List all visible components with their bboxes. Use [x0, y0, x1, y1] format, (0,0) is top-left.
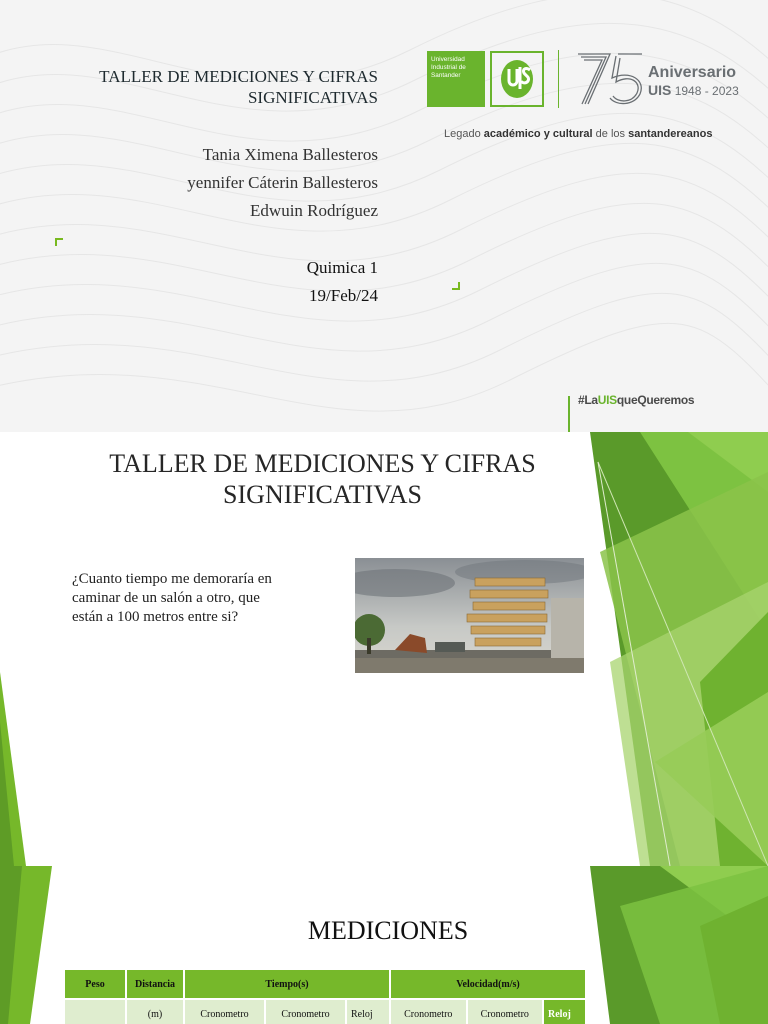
corner-mark-icon — [452, 282, 460, 290]
table-cell: Cronometro — [390, 999, 467, 1024]
seventyfive-anniversary-icon — [570, 48, 648, 110]
tagline — [444, 128, 712, 140]
title-slide — [0, 0, 768, 432]
table-header-row — [64, 969, 586, 999]
question-text: ¿Cuanto tiempo me demoraría en caminar de un salón a otro, que están a 100 metros entre si? — [72, 571, 272, 625]
slide1-title: TALLER DE MEDICIONES Y CIFRAS SIGNIFICATIVAS — [99, 67, 378, 107]
university-name-logo — [427, 51, 485, 107]
author-list — [130, 141, 378, 225]
table-header-cell: Tiempo(s) — [184, 969, 390, 999]
table-cell — [64, 999, 126, 1024]
hashtag-part: #La — [578, 393, 598, 407]
hashtag-part: UIS — [597, 393, 617, 407]
table-cell: Reloj — [346, 999, 390, 1024]
uis-emblem-icon — [490, 51, 544, 107]
presentation-date: 19/Feb/24 — [309, 286, 378, 305]
table-cell: Cronometro — [184, 999, 265, 1024]
slide2-title: TALLER DE MEDICIONES Y CIFRAS SIGNIFICATIVAS — [109, 449, 536, 509]
author-name: Tania Ximena Ballesteros — [202, 145, 378, 164]
table-cell: Cronometro — [265, 999, 346, 1024]
logo-divider — [558, 50, 559, 108]
hashtag-part: queQueremos — [616, 393, 695, 407]
tagline-part: académico y cultural — [483, 128, 593, 140]
tagline-part: santandereanos — [628, 128, 713, 140]
table-header-cell: Velocidad(m/s) — [390, 969, 586, 999]
logo-line: Santander — [431, 72, 461, 79]
table-header-cell: Distancia — [126, 969, 184, 999]
table-cell: Reloj — [543, 999, 586, 1024]
author-name: Edwuin Rodríguez — [250, 201, 378, 220]
building-photo-icon — [355, 558, 584, 673]
anniversary-range: 1948 - 2023 — [674, 84, 739, 98]
author-name: yennifer Cáterin Ballesteros — [187, 173, 378, 192]
tagline-part: Legado — [444, 128, 481, 140]
hashtag-accent-line — [568, 396, 570, 432]
tagline-part: de los — [595, 128, 626, 140]
table-cell: Cronometro — [467, 999, 544, 1024]
course-info — [200, 254, 378, 310]
slide3-title: MEDICIONES — [307, 916, 469, 945]
corner-mark-icon — [55, 238, 63, 246]
course-name: Quimica 1 — [306, 258, 378, 277]
table-header-cell: Peso — [64, 969, 126, 999]
anniversary-short: UIS — [648, 82, 672, 98]
measurements-slide — [0, 866, 768, 1024]
anniversary-years — [648, 82, 739, 98]
hashtag — [578, 393, 694, 407]
measurements-table — [63, 968, 587, 1024]
table-row — [64, 999, 586, 1024]
table-cell: (m) — [126, 999, 184, 1024]
logo-line: Universidad — [431, 56, 465, 63]
question-slide — [0, 432, 768, 866]
anniversary-label: Aniversario — [648, 64, 737, 81]
logo-line: Industrial de — [431, 64, 466, 71]
